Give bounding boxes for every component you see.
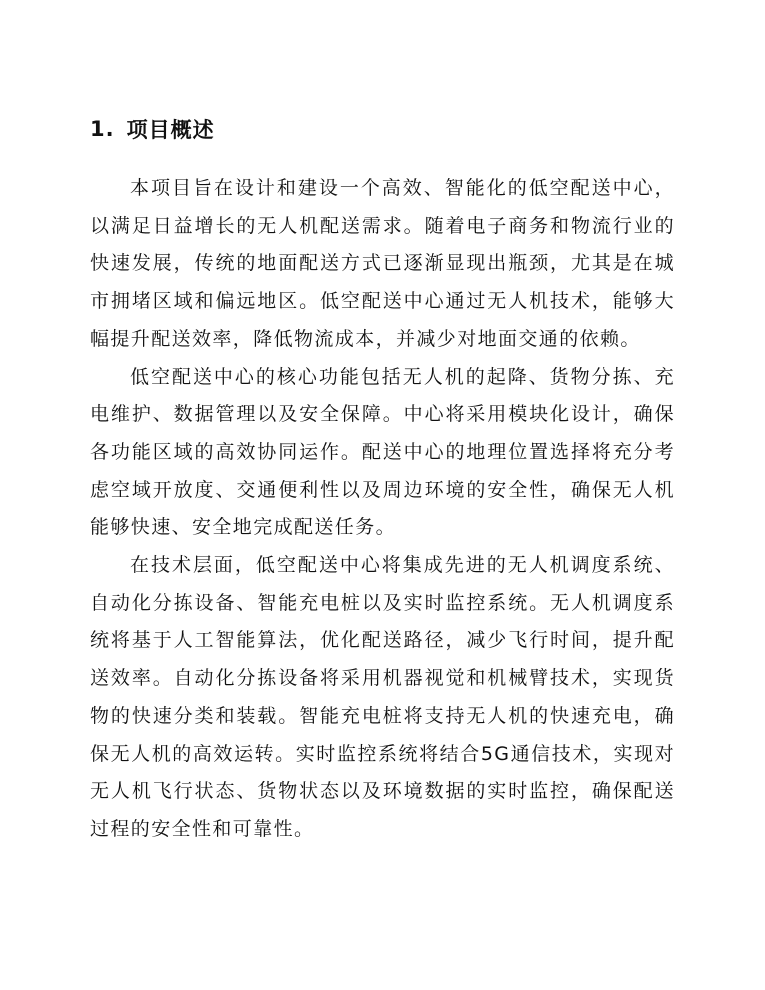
paragraph-core-functions: 低空配送中心的核心功能包括无人机的起降、货物分拣、充电维护、数据管理以及安全保障。中心将采用模块化设计，确保各功能区域的高效协同运作。配送中心的地理位置选择将充分考虑空域开放度、交通便利性以及周边环境的安全性，确保无人机能够快速、安全地完成配送任务。: [90, 365, 675, 539]
section-title: 项目概述: [126, 118, 215, 142]
section-number: 1.: [90, 117, 115, 141]
section-body: [90, 170, 675, 849]
paragraph-technology: 在技术层面，低空配送中心将集成先进的无人机调度系统、自动化分拣设备、智能充电桩以及实时监控系统。无人机调度系统将基于人工智能算法，优化配送路径，减少飞行时间，提升配送效率。自动化分拣设备将采用机器视觉和机械臂技术，实现货物的快速分类和装载。智能充电桩将支持无人机的快速充电，确保无人机的高效运转。实时监控系统将结合5G通信技术，实现对无人机飞行状态、货物状态以及环境数据的实时监控，确保配送过程的安全性和可靠性。: [90, 554, 675, 840]
paragraph-overview: 本项目旨在设计和建设一个高效、智能化的低空配送中心，以满足日益增长的无人机配送需求。随着电子商务和物流行业的快速发展，传统的地面配送方式已逐渐显现出瓶颈，尤其是在城市拥堵区域和偏远地区。低空配送中心通过无人机技术，能够大幅提升配送效率，降低物流成本，并减少对地面交通的依赖。: [90, 177, 675, 350]
section-heading: [90, 112, 215, 146]
